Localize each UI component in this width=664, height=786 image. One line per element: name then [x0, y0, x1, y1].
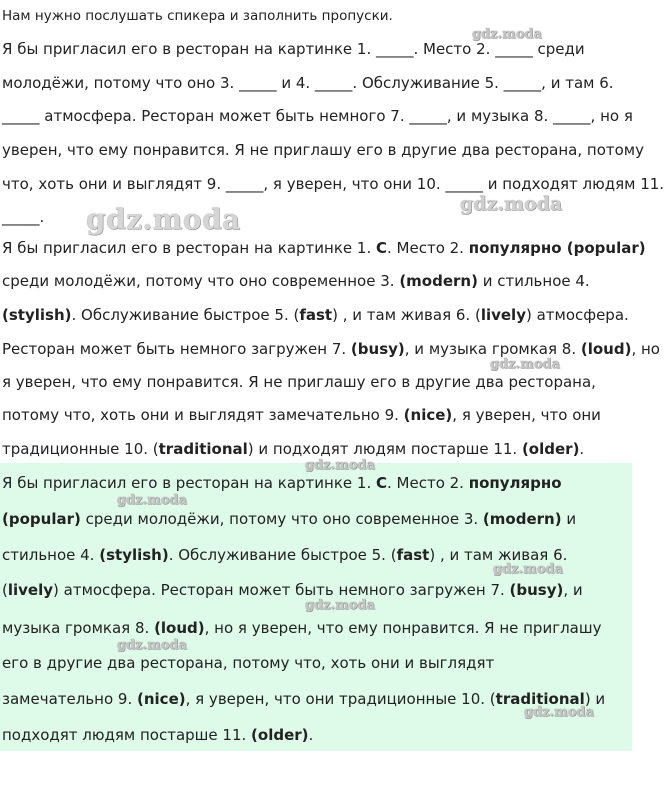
- watermark-logo: gdz.moda: [490, 357, 561, 372]
- answer-line: традиционные 10. (traditional) и подходят людям постарше 11. (older).: [2, 440, 585, 458]
- task-line: уверен, что ему понравится. Я не приглашу его в другие два ресторана, потому: [2, 141, 644, 159]
- answer-box-line: (lively) атмосфера. Ресторан может быть немного загружен 7. (busy), и: [2, 581, 583, 599]
- answer-line: (stylish). Обслуживание быстрое 5. (fast) , и там живая 6. (lively) атмосфера.: [2, 306, 629, 324]
- answer-box-line: (popular) среди молодёжи, потому что оно современное 3. (modern) и: [2, 510, 577, 528]
- watermark-logo: gdz.moda: [117, 493, 188, 508]
- task-line: _____.: [2, 208, 45, 226]
- answer-line: среди молодёжи, потому что оно современное 3. (modern) и стильное 4.: [2, 272, 590, 290]
- watermark-logo: gdz.moda: [305, 458, 376, 473]
- answer-line: я уверен, что ему понравится. Я не приглашу его в другие два ресторана,: [2, 373, 596, 391]
- task-line: _____ атмосфера. Ресторан может быть немного 7. _____, и музыка 8. _____, но я: [2, 107, 633, 125]
- answer-line: Ресторан может быть немного загружен 7. (busy), и музыка громкая 8. (loud), но: [2, 340, 660, 358]
- answer-line: потому что, хоть они и выглядят замечательно 9. (nice), я уверен, что они: [2, 406, 601, 424]
- task-line: что, хоть они и выглядят 9. _____, я уверен, что они 10. _____ и подходят людям 11.: [2, 175, 664, 193]
- watermark-logo: gdz.moda: [493, 562, 564, 577]
- watermark-logo: gdz.moda: [117, 638, 188, 653]
- answer-box-line: музыка громкая 8. (loud), но я уверен, что ему понравится. Я не приглашу: [2, 619, 602, 637]
- task-line: Я бы пригласил его в ресторан на картинке 1. _____. Место 2. _____ среди: [2, 40, 585, 58]
- watermark-logo: gdz.moda: [460, 193, 563, 215]
- watermark-logo: gdz.moda: [305, 598, 376, 613]
- answer-line: Я бы пригласил его в ресторан на картинке 1. C. Место 2. популярно (popular): [2, 239, 646, 257]
- watermark-logo: gdz.moda: [86, 203, 241, 236]
- answer-box-line: замечательно 9. (nice), я уверен, что они традиционные 10. (traditional) и: [2, 690, 606, 708]
- answer-box-line: подходят людям постарше 11. (older).: [2, 726, 314, 744]
- watermark-logo: gdz.moda: [472, 27, 543, 42]
- task-instruction: Нам нужно послушать спикера и заполнить пропуски.: [2, 8, 393, 24]
- answer-box-line: стильное 4. (stylish). Обслуживание быстрое 5. (fast) , и там живая 6.: [2, 546, 568, 564]
- answer-box-line: его в другие два ресторана, потому что, хоть они и выглядят: [2, 654, 495, 672]
- answer-box-line: Я бы пригласил его в ресторан на картинке 1. C. Место 2. популярно: [2, 474, 562, 492]
- watermark-logo: gdz.moda: [524, 705, 595, 720]
- task-line: молодёжи, потому что оно 3. _____ и 4. _____. Обслуживание 5. _____, и там 6.: [2, 74, 614, 92]
